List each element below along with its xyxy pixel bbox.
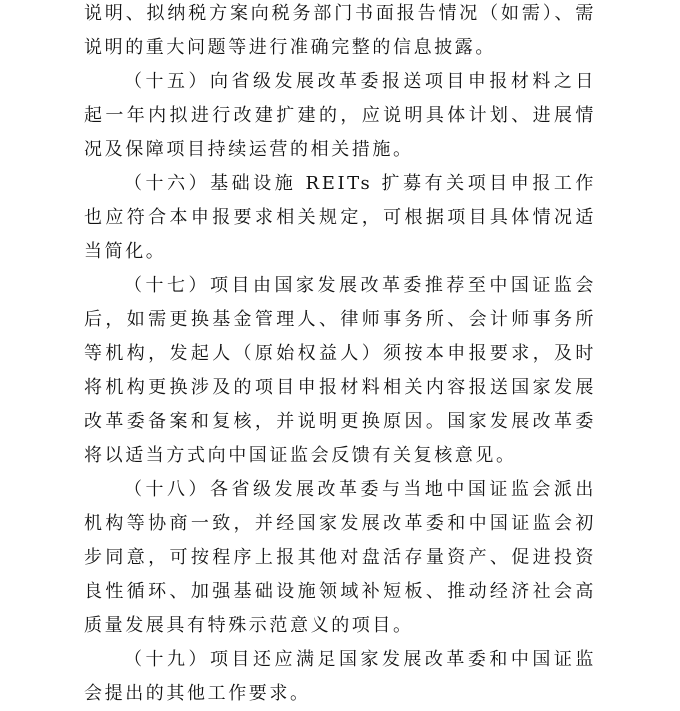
paragraph-item-17: （十七）项目由国家发展改革委推荐至中国证监会后，如需更换基金管理人、律师事务所、会计师事务所等机构，发起人（原始权益人）须按本申报要求，及时将机构更换涉及的项目申报材料相关内容报送国家发展改革委备案和复核，并说明更换原因。国家发展改革委将以适当方式向中国证监会反馈有关复核意见。 bbox=[84, 275, 596, 466]
paragraph-continuation: 说明、拟纳税方案向税务部门书面报告情况（如需）、需说明的重大问题等进行准确完整的信息披露。 bbox=[84, 3, 596, 58]
paragraph-item-18: （十八）各省级发展改革委与当地中国证监会派出机构等协商一致，并经国家发展改革委和中国证监会初步同意，可按程序上报其他对盘活存量资产、促进投资良性循环、加强基础设施领域补短板、推动经济社会高质量发展具有特殊示范意义的项目。 bbox=[84, 479, 596, 636]
paragraph-item-19: （十九）项目还应满足国家发展改革委和中国证监会提出的其他工作要求。 bbox=[84, 649, 596, 704]
document-body bbox=[84, 0, 596, 711]
paragraph-item-16: （十六）基础设施 REITs 扩募有关项目申报工作也应符合本申报要求相关规定，可根据项目具体情况适当简化。 bbox=[84, 173, 596, 262]
paragraph-item-15: （十五）向省级发展改革委报送项目申报材料之日起一年内拟进行改建扩建的，应说明具体计划、进展情况及保障项目持续运营的相关措施。 bbox=[84, 71, 596, 160]
